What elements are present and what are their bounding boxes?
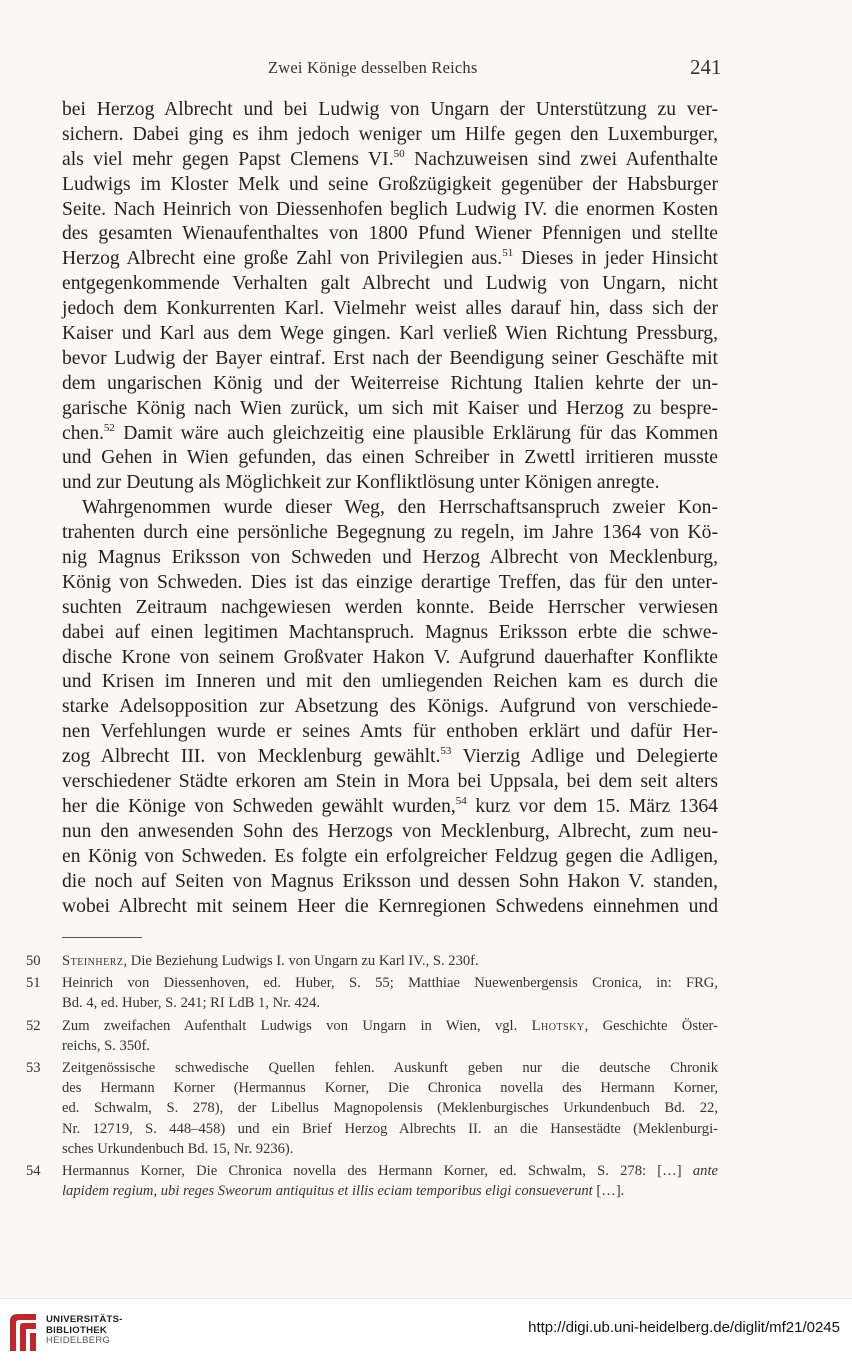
running-title: Zwei Könige desselben Reichs	[268, 58, 478, 77]
paragraph-2	[62, 496, 718, 919]
text-line: jedoch dem Konkurrenten Karl. Vielmehr weist alles darauf hin, dass sich der	[62, 298, 718, 320]
text-line: chen.$^{52}$ Damit wäre auch gleichzeitig eine plausible Erklärung für das Kommen	[62, 421, 718, 444]
author-name: Lhotsky	[531, 1017, 585, 1034]
author-name: Steinherz	[62, 953, 124, 969]
footnote-54: 54 Hermannus Korner, Die Chronica novella des Hermann Korner, ed. Schwalm, S. 278: […] ante lapidem regium, ubi reges Sweorum antiquitus et illis eciam temporibus eligi consueverunt […].	[26, 1163, 718, 1200]
footnote-52: 52 Zum zweifachen Aufenthalt Ludwigs von Ungarn in Wien, vgl. Lhotsky, Geschichte Öster- reichs, S. 350f.	[26, 1017, 718, 1054]
text-line: her die Könige von Schweden gewählt wurden,$^{54}$ kurz vor dem 15. März 1364	[62, 794, 718, 817]
footnote-51: 51 Heinrich von Diessenhoven, ed. Huber, S. 55; Matthiae Nuewenbergensis Cronica, in: FRG, Bd. 4, ed. Huber, S. 241; RI LdB 1, Nr. 424.	[26, 975, 718, 1012]
text-line: verschiedener Städte erkoren am Stein in Mora bei Uppsala, bei dem seit alters	[62, 771, 718, 793]
footnote-ref: 50	[393, 147, 405, 160]
text-line: starke Adelsopposition zur Absetzung des Königs. Aufgrund von verschiede-	[62, 696, 718, 718]
page-number: 241	[690, 55, 722, 79]
text-line: trahenten durch eine persönliche Begegnung zu regeln, im Jahre 1364 von Kö-	[62, 522, 718, 544]
text-line: Wahrgenommen wurde dieser Weg, den Herrschaftsanspruch zweier Kon-	[82, 497, 718, 519]
library-name: UNIVERSITÄTS- BIBLIOTHEK HEIDELBERG	[46, 1314, 123, 1346]
footnote-number: 54	[26, 1163, 41, 1180]
text-line: die noch auf Seiten von Magnus Eriksson und dessen Sohn Hakon V. standen,	[62, 870, 718, 892]
text-line: Seite. Nach Heinrich von Diessenhofen beglich Ludwig IV. die enormen Kosten	[62, 198, 718, 220]
text-line: nig Magnus Eriksson von Schweden und Herzog Albrecht von Mecklenburg,	[62, 547, 718, 569]
footnotes	[26, 951, 718, 1203]
text-line: dische Krone von seinem Großvater Hakon V. Aufgrund dauerhafter Konflikte	[62, 646, 718, 668]
text-line: König von Schweden. Dies ist das einzige derartige Treffen, das für den unter-	[62, 571, 718, 593]
university-library-logo-icon	[6, 1311, 42, 1353]
footnote-number: 50	[26, 953, 41, 969]
text-line: des gesamten Wienaufenthaltes von 1800 Pfund Wiener Pfennigen und stellte	[62, 223, 718, 245]
footnote-ref: 53	[440, 745, 452, 758]
text-line: bevor Ludwig der Bayer eintraf. Erst nach der Beendigung seiner Geschäfte mit	[62, 347, 718, 369]
paragraph-1	[62, 98, 718, 496]
text-line: en König von Schweden. Es folgte ein erfolgreicher Feldzug gegen die Adligen,	[62, 845, 718, 867]
text-line: Kaiser und Karl aus dem Wege gingen. Karl verließ Wien Richtung Pressburg,	[62, 323, 718, 345]
main-text	[62, 98, 718, 919]
footnote-number: 51	[26, 975, 41, 992]
text-line: nun den anwesenden Sohn des Herzogs von Mecklenburg, Albrecht, zum neu-	[62, 820, 718, 842]
footnote-ref: 54	[455, 794, 467, 807]
text-line: und Gehen in Wien gefunden, das einen Schreiber in Zwettl irritieren musste	[62, 447, 718, 469]
text-line: nen Verfehlungen wurde er seines Amts für enthoben erklärt und dafür Her-	[62, 721, 718, 743]
footnote-divider	[62, 937, 142, 938]
text-line: dabei auf einen legitimen Machtanspruch. Magnus Eriksson erbte die schwe-	[62, 621, 718, 643]
text-line: bei Herzog Albrecht und bei Ludwig von Ungarn der Unterstützung zu ver-	[62, 99, 718, 120]
source-url-link[interactable]: http://digi.ub.uni-heidelberg.de/diglit/mf21/0245	[528, 1319, 840, 1336]
running-head	[0, 55, 852, 82]
text-line: zog Albrecht III. von Mecklenburg gewählt.$^{53}$ Vierzig Adlige und Delegierte	[62, 745, 718, 768]
footnote-number: 52	[26, 1017, 41, 1034]
footnote-53: 53 Zeitgenössische schwedische Quellen fehlen. Auskunft geben nur die deutsche Chronik des Hermann Korner (Hermannus Korner, Die Chronica novella des Hermann Korner, ed. Schwalm, S. 278), der Libellus Magnopolensis (Meklenburgisches Urkundenbuch Bd. 22, Nr. 12719, S. 448–458) und ein Brief Herzog Albrechts II. an die Hansestädte (Meklenburgi- sches Urkundenbuch Bd. 15, Nr. 9236).	[26, 1060, 718, 1157]
text-line: garische König nach Wien zurück, um sich mit Kaiser und Herzog zu bespre-	[62, 397, 718, 419]
text-line: als viel mehr gegen Papst Clemens VI.$^{50}$ Nachzuweisen sind zwei Aufenthalte	[62, 147, 718, 170]
text-line: suchten Zeitraum nachgewiesen werden konnte. Beide Herrscher verwiesen	[62, 596, 718, 618]
footnote-50: 50 Steinherz, Die Beziehung Ludwigs I. von Ungarn zu Karl IV., S. 230f.	[26, 951, 718, 971]
text-line: dem ungarischen König und der Weiterreise Richtung Italien kehrte der un-	[62, 372, 718, 394]
text-line: und Krisen im Inneren und mit den umliegenden Reichen kam es durch die	[62, 671, 718, 693]
text-line: entgegenkommende Verhalten galt Albrecht und Ludwig von Ungarn, nicht	[62, 273, 718, 295]
text-line: wobei Albrecht mit seinem Heer die Kernregionen Schwedens einnehmen und	[62, 895, 718, 917]
text-line: sichern. Dabei ging es ihm jedoch weniger um Hilfe gegen den Luxemburger,	[62, 123, 718, 145]
digitization-footer	[0, 1298, 852, 1363]
footnote-number: 53	[26, 1060, 41, 1077]
footnote-ref: 51	[502, 247, 514, 260]
footnote-ref: 52	[103, 421, 115, 434]
text-line: Herzog Albrecht eine große Zahl von Privilegien aus.$^{51}$ Dieses in jeder Hinsicht	[62, 247, 718, 270]
text-line: und zur Deutung als Möglichkeit zur Konfliktlösung unter Königen anregte.	[62, 472, 660, 494]
text-line: Ludwigs im Kloster Melk und seine Großzügigkeit gegenüber der Habsburger	[62, 173, 718, 195]
